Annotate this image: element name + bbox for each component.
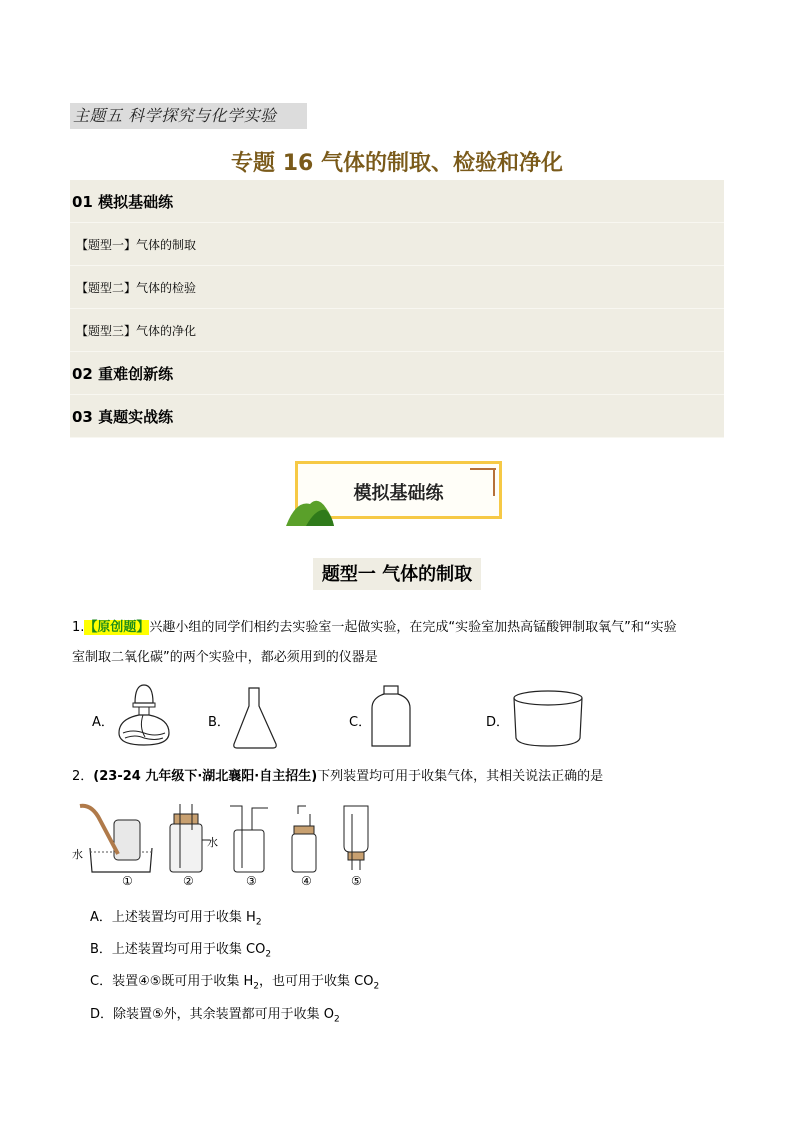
- toc-item-basic[interactable]: 01 模拟基础练: [70, 180, 724, 223]
- question-2-stem: 下列装置均可用于收集气体，其相关说法正确的是: [317, 769, 604, 784]
- toc-item-advanced[interactable]: 02 重难创新练: [70, 352, 724, 395]
- question-2-source: (23-24 九年级下·湖北襄阳·自主招生): [93, 769, 318, 784]
- q1-option-c-label: C．: [349, 715, 372, 730]
- apparatus-label-3: ③: [246, 874, 257, 888]
- question-1-number: 1.: [72, 620, 85, 635]
- question-1-line1: 兴趣小组的同学们相约去实验室一起做实验，在完成“实验室加热高锰酸钾制取氧气”和“实验: [149, 620, 677, 635]
- gas-collection-apparatus-diagram: [70, 800, 380, 895]
- page-title: 专题 16 气体的制取、检验和净化: [231, 151, 563, 176]
- alcohol-lamp-icon: [113, 683, 173, 753]
- apparatus-label-2: ②: [183, 874, 194, 888]
- water-label-right: 水: [207, 836, 218, 849]
- question-1: [72, 613, 732, 673]
- q2-option-a: A．上述装置均可用于收集 $H_2$: [90, 910, 262, 928]
- q2-option-d: D．除装置⑤外，其余装置都可用于收集 $O_2$: [90, 1007, 340, 1025]
- water-label-left: 水: [72, 848, 83, 861]
- toc-item-type1[interactable]: 【题型一】气体的制取: [70, 223, 724, 266]
- toc-item-type3[interactable]: 【题型三】气体的净化: [70, 309, 724, 352]
- q1-option-a-label: A．: [92, 715, 114, 730]
- q2-option-b: B．上述装置均可用于收集 $CO_2$: [90, 942, 272, 960]
- q2-option-c: C．装置④⑤既可用于收集 $H_2$，也可用于收集 $CO_2$: [90, 974, 380, 992]
- apparatus-label-1: ①: [122, 874, 133, 888]
- section-badge-label: 模拟基础练: [353, 483, 444, 504]
- water-trough-icon: [510, 688, 586, 750]
- table-of-contents: [70, 180, 724, 438]
- apparatus-label-5: ⑤: [351, 874, 362, 888]
- conical-flask-icon: [230, 686, 280, 750]
- theme-label: 主题五 科学探究与化学实验: [70, 103, 307, 129]
- q1-option-b-label: B．: [208, 715, 230, 730]
- question-1-line2: 室制取二氧化碳”的两个实验中，都必须用到的仪器是: [72, 650, 378, 665]
- toc-item-real-exam[interactable]: 03 真题实战练: [70, 395, 724, 438]
- question-2-number: 2．: [72, 769, 94, 784]
- question-2: [72, 762, 732, 792]
- type-heading: 题型一 气体的制取: [313, 558, 481, 590]
- apparatus-label-4: ④: [301, 874, 312, 888]
- toc-item-type2[interactable]: 【题型二】气体的检验: [70, 266, 724, 309]
- q1-option-d-label: D．: [486, 715, 510, 730]
- gas-bottle-icon: [370, 684, 412, 750]
- original-tag: 【原创题】: [84, 620, 150, 635]
